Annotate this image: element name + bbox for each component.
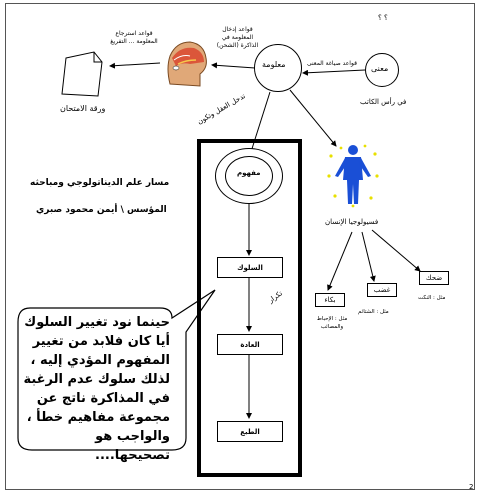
maani-label: معنى: [371, 64, 389, 73]
page-number: 2: [469, 483, 474, 491]
physiology-label: فسيولوجيا الإنسان: [325, 218, 379, 226]
enter-mind-label: تدخل العقل وتكون: [196, 92, 247, 126]
retrieve-rules-label: [110, 30, 158, 46]
dahak-box: [419, 271, 449, 285]
brain-head-icon: [160, 38, 210, 90]
dahak-example: مثل : النكت: [418, 295, 446, 301]
formulation-rules-label: قواعد صياغة المعنى: [307, 60, 357, 67]
input-rules-text: قواعد إدخال المعلومة في الذاكرة (الشحن): [216, 26, 259, 49]
repetition-label: تكرار: [267, 289, 284, 305]
bukaa-example: [314, 315, 350, 331]
input-rules-label: [215, 26, 260, 50]
attribution-line1: مسار علم الديناتولوجي ومباحثه: [30, 178, 170, 188]
sulook-label: السلوك: [237, 263, 263, 272]
human-body-icon: [325, 142, 381, 210]
tabaa-label: الطبع: [240, 427, 260, 436]
tabaa-box: [217, 421, 283, 442]
aada-box: [217, 334, 283, 355]
dahak-label: ضحك: [425, 274, 443, 282]
attribution-line2: المؤسس \ أيمن محمود صبري: [36, 205, 167, 215]
exam-paper-icon: [60, 50, 106, 100]
topright-mark: ؟ ؟: [378, 14, 388, 22]
speech-bubble-text: حينما نود تغيير السلوك أيا كان فلابد من تغيير المفهوم المؤدي إليه ، لذلك سلوك عدم الرغبة في المذاكرة ناتج عن مجموعة مفاهيم خطأ ، والواجب هو تصحيحها....: [23, 315, 170, 463]
sulook-box: [217, 257, 283, 278]
ghadab-box: [367, 283, 397, 297]
bukaa-label: بكاء: [324, 296, 336, 304]
aada-label: العادة: [240, 340, 260, 349]
retrieve-rules-text: قواعد استرجاع المعلومة ... التفريغ: [110, 30, 158, 45]
mafhoom-label: مفهوم: [237, 169, 261, 177]
writer-head-label: في رأس الكاتب: [360, 98, 407, 106]
exam-label: ورقة الامتحان: [60, 104, 106, 113]
ghadab-example: مثل : الشتائم: [358, 309, 389, 315]
ghadab-label: غضب: [373, 286, 391, 294]
maloma-label: معلومة: [262, 60, 286, 69]
bukaa-box: [315, 293, 345, 307]
bukaa-example-text: مثل : الإحباط والمصائب: [316, 316, 348, 330]
